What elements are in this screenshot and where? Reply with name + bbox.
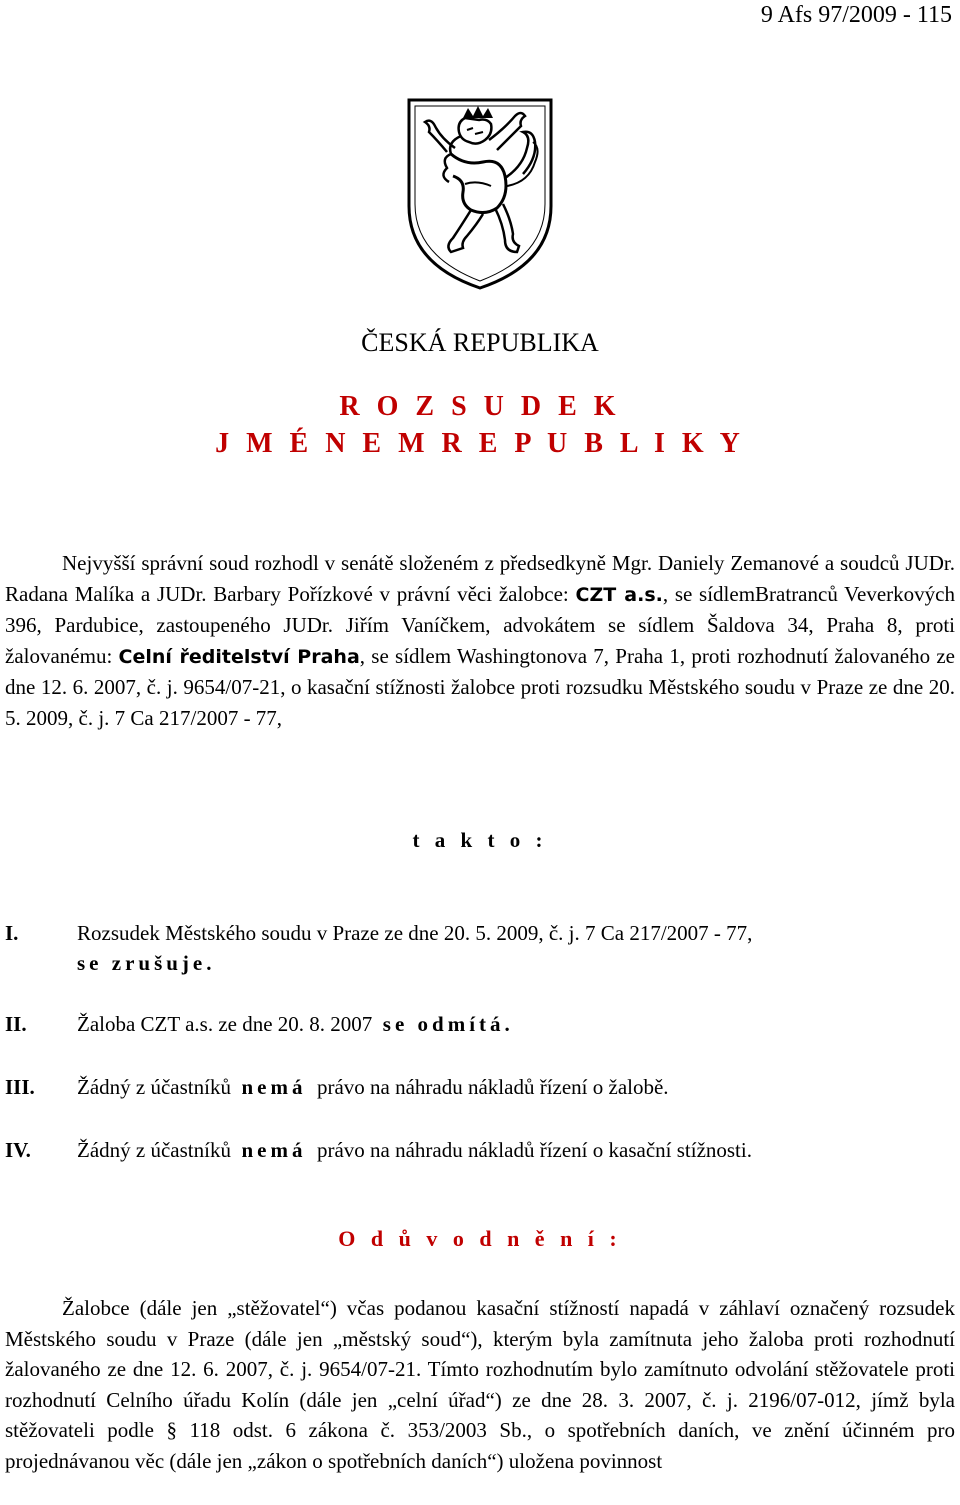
document-subtitle: J M É N E M R E P U B L I K Y — [215, 428, 745, 459]
reasoning-paragraph: Žalobce (dále jen „stěžovatel“) včas podanou kasační stížností napadá v záhlaví označený rozsudek Městského soudu v Praze (dále jen „městský soud“), kterým byla zamítnuta jeho žaloba proti rozhodnutí žalovaného ze dne 12. 6. 2007, č. j. 9654/07-21. Tímto rozhodnutím bylo zamítnuto odvolání stěžovatele proti rozhodnutí Celního úřadu Kolín (dále jen „celní úřad“) ze dne 28. 3. 2007, č. j. 2196/07-012, jímž byla stěžovateli podle § 118 odst. 6 zákona č. 353/2003 Sb., o spotřebních daních, ve znění účinném pro projednávanou věc (dále jen „zákon o spotřebních daních“) uložena povinnost — [5, 1296, 955, 1473]
verdict-item-number: IV. — [5, 1138, 31, 1162]
verdict-item-text — [77, 1135, 955, 1165]
verdict-item-after: právo na náhradu nákladů řízení o kasační stížnosti. — [316, 1138, 752, 1162]
verdict-item-text — [77, 1072, 955, 1102]
intro-text-2: , se sídlemBratranců Veverkových 396, Pardubice, zastoupeného JUDr. Jiřím Vaníčkem, advokátem se sídlem Šaldova 34, Praha 8, proti žalovanému: — [5, 581, 955, 668]
defendant-name: Celní ředitelství Praha — [118, 645, 360, 668]
verdict-item-emphasis: nemá — [241, 1075, 307, 1099]
verdict-item-text — [77, 918, 955, 978]
reasoning-heading: O d ů v o d n ě n í : — [338, 1226, 622, 1251]
intro-paragraph — [5, 548, 955, 733]
intro-text-1: Nejvyšší správní soud rozhodl v senátě složeném z předsedkyně Mgr. Daniely Zemanové a soudců JUDr. Radana Malíka a JUDr. Barbary Pořízkové v právní věci žalobce: — [5, 551, 955, 606]
verdict-item-number: II. — [5, 1012, 27, 1036]
verdict-item-emphasis: se zrušuje. — [77, 951, 216, 975]
document-title: R O Z S U D E K — [339, 391, 621, 422]
verdict-item-main: Žaloba CZT a.s. ze dne 20. 8. 2007 — [77, 1012, 373, 1036]
verdict-item-main: Rozsudek Městského soudu v Praze ze dne 20. 5. 2009, č. j. 7 Ca 217/2007 - 77, — [77, 921, 753, 945]
verdict-item-main: Žádný z účastníků — [77, 1138, 231, 1162]
verdict-item-emphasis: se odmítá. — [382, 1012, 514, 1036]
verdict-item-emphasis: nemá — [241, 1138, 307, 1162]
plaintiff-name: CZT a.s. — [575, 583, 663, 606]
verdict-item-main: Žádný z účastníků — [77, 1075, 231, 1099]
verdict-label: t a k t o : — [412, 828, 548, 852]
verdict-item-after: právo na náhradu nákladů řízení o žalobě. — [316, 1075, 669, 1099]
verdict-item-number: III. — [5, 1075, 35, 1099]
verdict-item-text — [77, 1009, 955, 1039]
country-heading: ČESKÁ REPUBLIKA — [361, 328, 599, 357]
czech-coat-of-arms-lion-icon — [405, 96, 555, 292]
case-reference: 9 Afs 97/2009 - 115 — [760, 2, 952, 28]
verdict-item-number: I. — [5, 921, 19, 945]
intro-text-3: , se sídlem Washingtonova 7, Praha 1, proti rozhodnutí žalovaného ze dne 12. 6. 2007, č. j. 9654/07-21, o kasační stížnosti žalobce proti rozsudku Městského soudu v Praze ze dne 20. 5. 2009, č. j. 7 Ca 217/2007 - 77, — [5, 643, 956, 730]
